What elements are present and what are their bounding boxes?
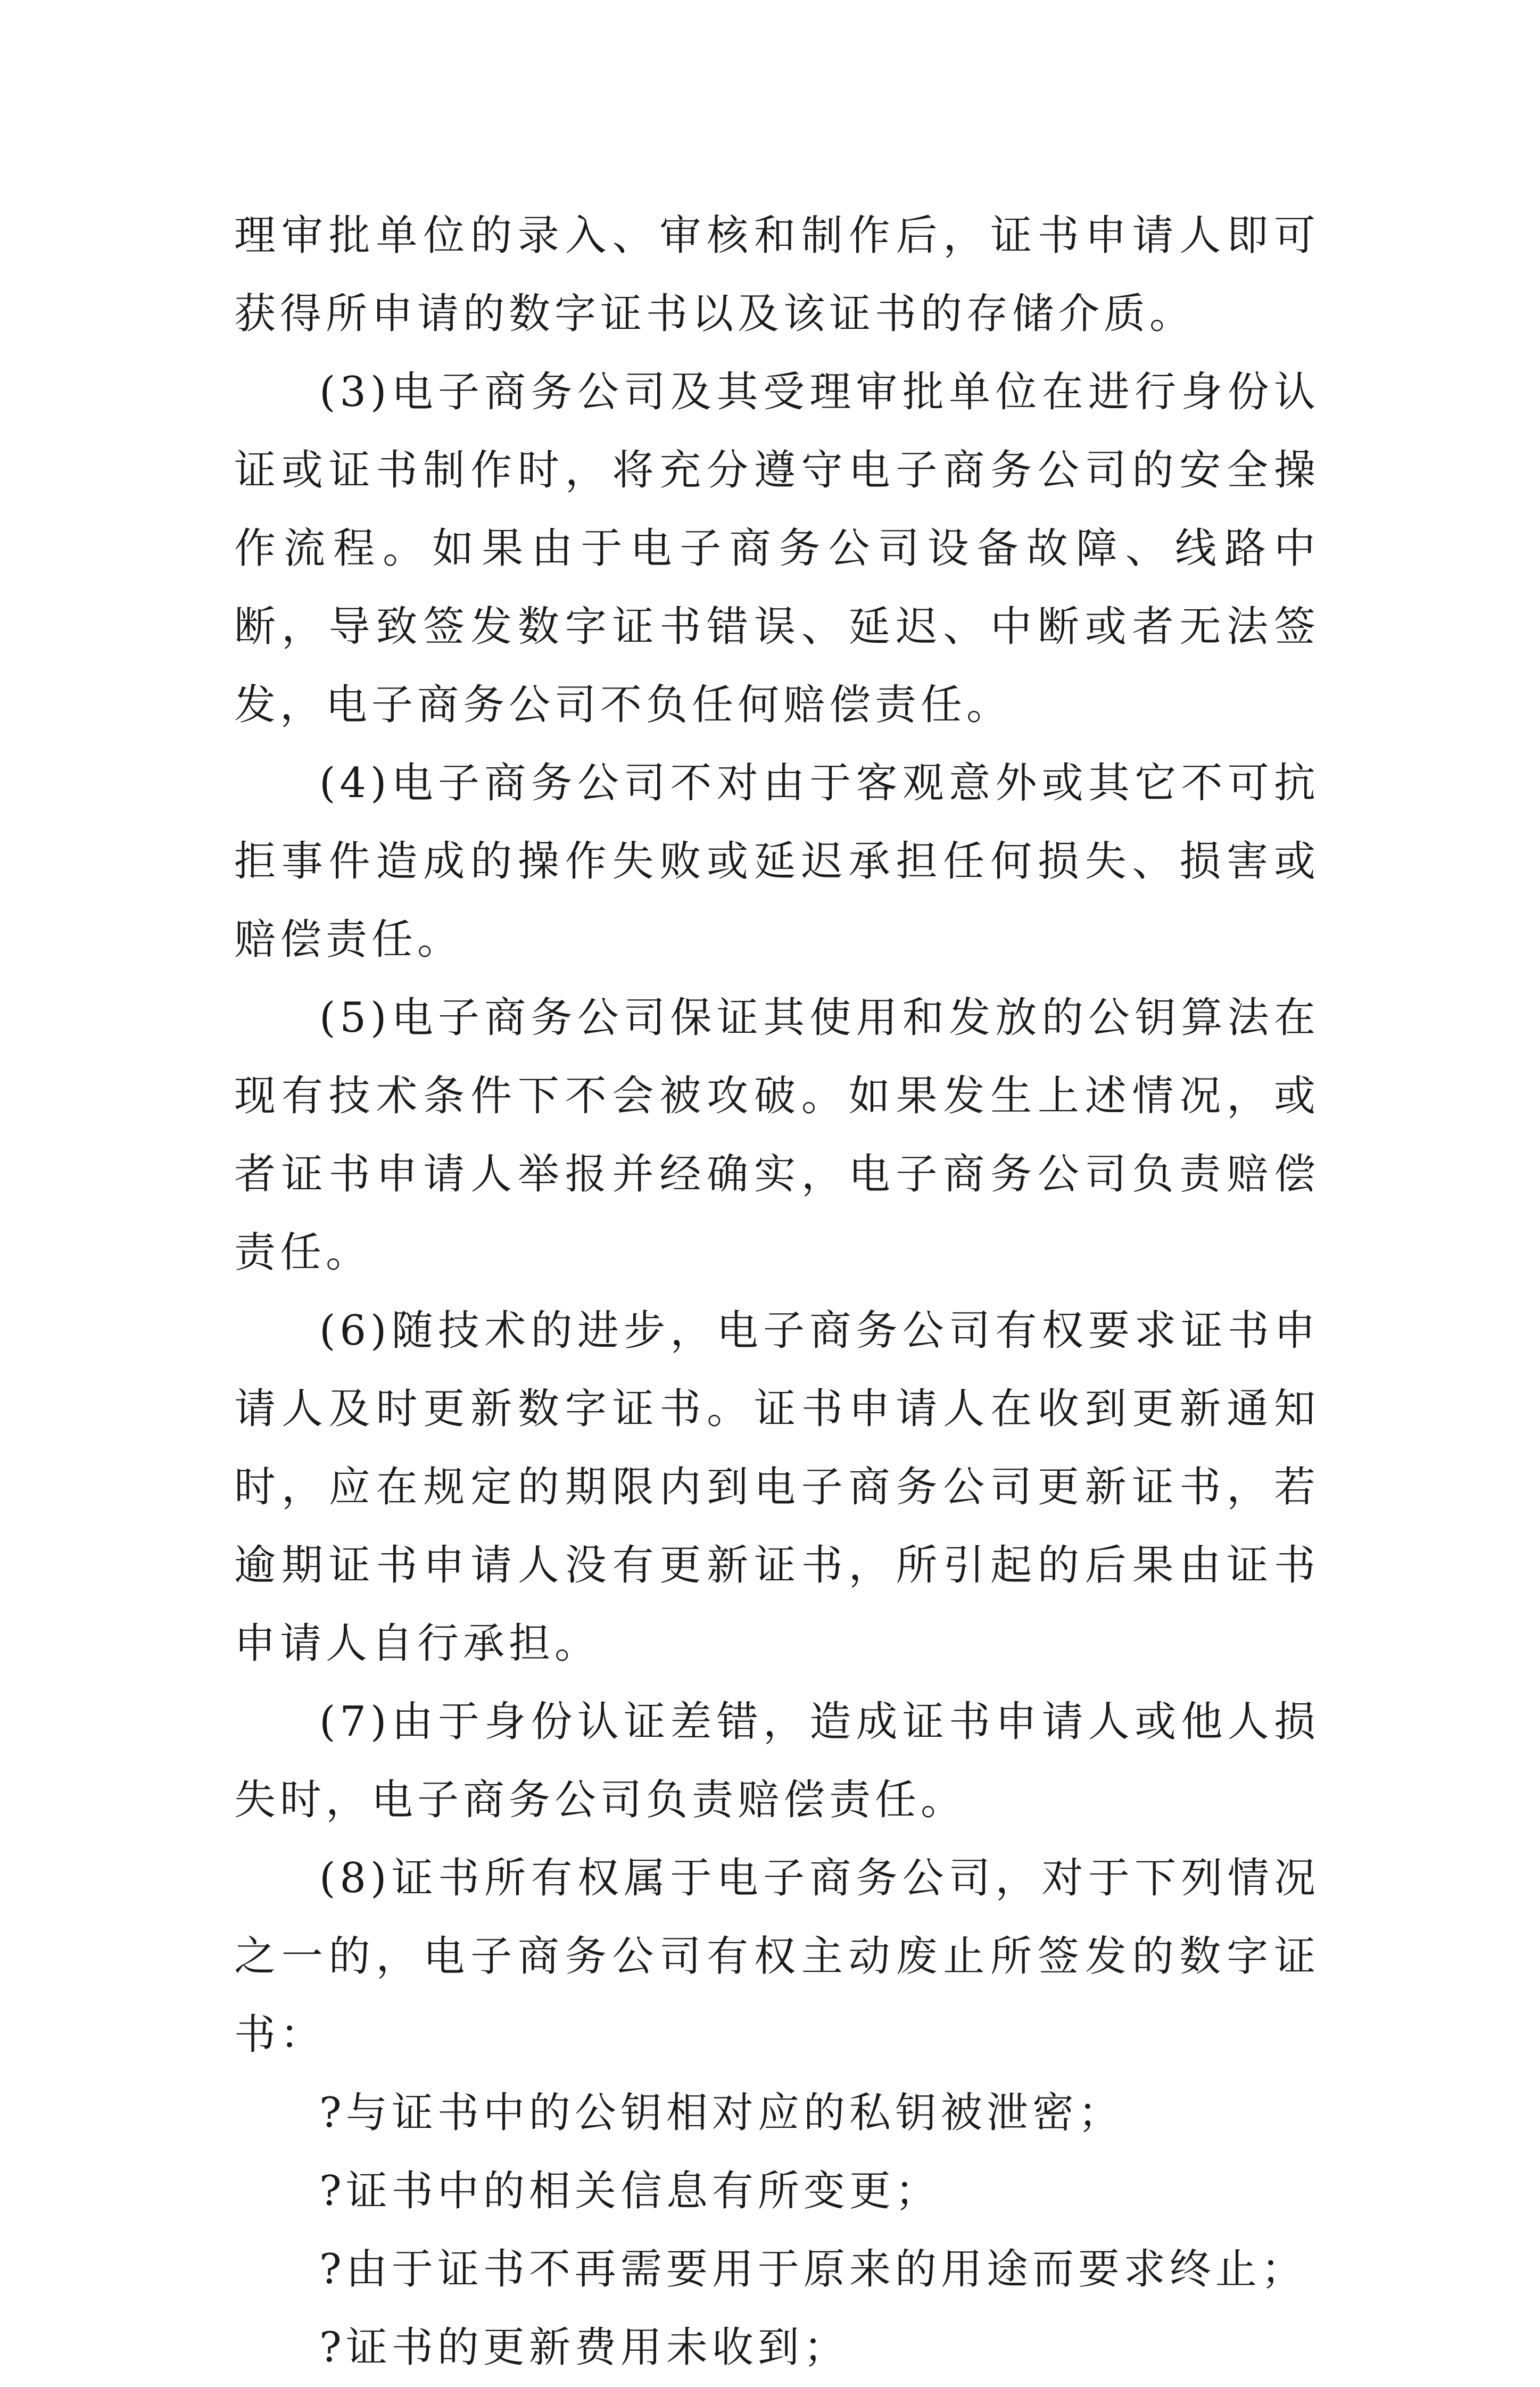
document-body [234, 197, 1320, 2387]
bullet-item: ?证书的更新费用未收到； [319, 2324, 849, 2372]
paragraph-item-3: (3)电子商务公司及其受理审批单位在进行身份认证或证书制作时，将充分遵守电子商务公司的安全操作流程。如果由于电子商务公司设备故障、线路中断，导致签发数字证书错误、延迟、中断或者无法签发，电子商务公司不负任何赔偿责任。 [234, 368, 1320, 729]
bullet-item: ?证书中的相关信息有所变更； [319, 2167, 941, 2215]
paragraph-item-8: (8)证书所有权属于电子商务公司，对于下列情况之一的，电子商务公司有权主动废止所签发的数字证书： [234, 1854, 1320, 2059]
paragraph-continuation: 理审批单位的录入、审核和制作后，证书申请人即可获得所申请的数字证书以及该证书的存储介质。 [234, 212, 1320, 338]
paragraph-item-4: (4)电子商务公司不对由于客观意外或其它不可抗拒事件造成的操作失败或延迟承担任何损失、损害或赔偿责任。 [234, 759, 1320, 964]
bullet-item: ?与证书中的公钥相对应的私钥被泄密； [319, 2089, 1124, 2137]
paragraph-item-7: (7)由于身份认证差错，造成证书申请人或他人损失时，电子商务公司负责赔偿责任。 [234, 1698, 1320, 1824]
paragraph-item-5: (5)电子商务公司保证其使用和发放的公钥算法在现有技术条件下不会被攻破。如果发生上述情况，或者证书申请人举报并经确实，电子商务公司负责赔偿责任。 [234, 994, 1320, 1277]
bullet-item: ?由于证书不再需要用于原来的用途而要求终止； [319, 2245, 1307, 2293]
paragraph-item-6: (6)随技术的进步，电子商务公司有权要求证书申请人及时更新数字证书。证书申请人在收到更新通知时，应在规定的期限内到电子商务公司更新证书，若逾期证书申请人没有更新证书，所引起的后果由证书申请人自行承担。 [234, 1307, 1320, 1668]
